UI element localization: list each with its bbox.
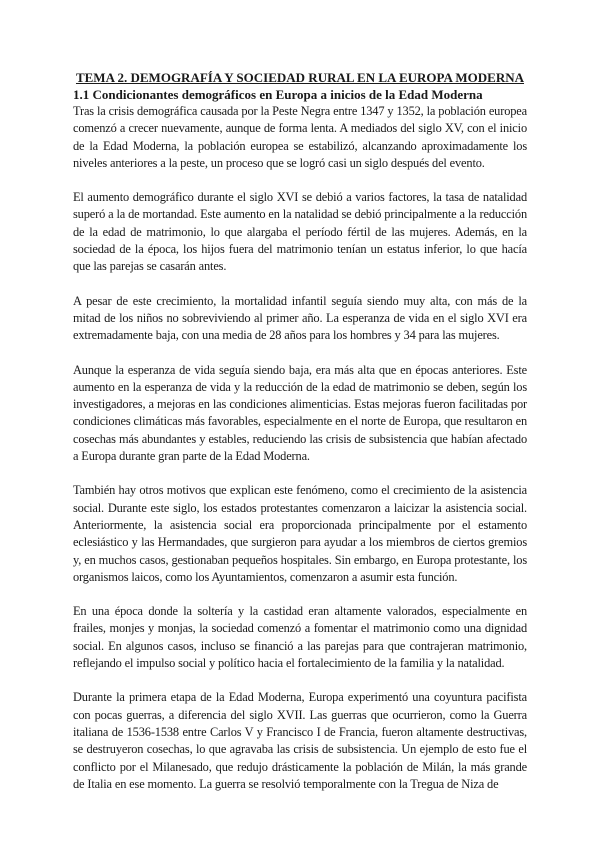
paragraph: Durante la primera etapa de la Edad Moderna, Europa experimentó una coyuntura pacifista con pocas guerras, a diferencia del siglo XVII. Las guerras que ocurrieron, como la Guerra italiana de 1536-1538 entre Carlos V y Francisco I de Francia, fueron altamente destructivas, se destruyeron cosechas, lo que agravaba las crisis de subsistencia. Un ejemplo de esto fue el conflicto por el Milanesado, que redujo drásticamente la población de Milán, la más grande de Italia en ese momento. La guerra se resolvió temporalmente con la Tregua de Niza de (73, 690, 527, 791)
section-heading: 1.1 Condicionantes demográficos en Europa a inicios de la Edad Moderna (73, 87, 483, 102)
paragraph: El aumento demográfico durante el siglo XVI se debió a varios factores, la tasa de natalidad superó a la de mortandad. Este aumento en la natalidad se debió principalmente a la reducción de la edad de matrimonio, lo que alargaba el período fértil de las mujeres. Además, en la sociedad de la época, los hijos fuera del matrimonio tenían un estatus inferior, lo que hacía que las parejas se casarán antes. (73, 190, 527, 274)
paragraph: Aunque la esperanza de vida seguía siendo baja, era más alta que en épocas anteriores. Este aumento en la esperanza de vida y la reducción de la edad de matrimonio se deben, según los investigadores, a mejoras en las condiciones alimenticias. Estas mejoras fueron facilitadas por condiciones climáticas más favorables, especialmente en el norte de Europa, que resultaron en cosechas más abundantes y estables, reduciendo las crisis de subsistencia que habían afectado a Europa durante gran parte de la Edad Moderna. (73, 362, 527, 464)
paragraph: Tras la crisis demográfica causada por la Peste Negra entre 1347 y 1352, la población europea comenzó a crecer nuevamente, aunque de forma lenta. A mediados del siglo XV, con el inicio de la Edad Moderna, la población europea se estabilizó, alcanzando aproximadamente los niveles anteriores a la peste, un proceso que se logró casi un siglo después del evento. (73, 104, 527, 170)
paragraph: En una época donde la soltería y la castidad eran altamente valorados, especialmente en frailes, monjes y monjas, la sociedad comenzó a fomentar el matrimonio como una dignidad social. En algunos casos, incluso se financió a las parejas para que contrajeran matrimonio, reflejando el impulso social y político hacia el fortalecimiento de la familia y la natalidad. (73, 604, 527, 671)
document-title: TEMA 2. DEMOGRAFÍA Y SOCIEDAD RURAL EN LA EUROPA MODERNA (75, 70, 525, 85)
paragraph: También hay otros motivos que explican este fenómeno, como el crecimiento de la asistencia social. Durante este siglo, los estados protestantes comenzaron a laicizar la asistencia social. Anteriormente, la asistencia social era proporcionada principalmente por el estamento eclesiástico y las Hermandades, que surgieron para ayudar a los miembros de ciertos gremios y, en muchos casos, gestionaban pequeños hospitales. Sin embargo, en Europa protestante, los organismos laicos, como los Ayuntamientos, comenzaron a asumir esta función. (73, 483, 527, 584)
paragraph: A pesar de este crecimiento, la mortalidad infantil seguía siendo muy alta, con más de la mitad de los niños no sobreviviendo al primer año. La esperanza de vida en el siglo XVI era extremadamente baja, con una media de 28 años para los hombres y 34 para las mujeres. (73, 293, 527, 343)
